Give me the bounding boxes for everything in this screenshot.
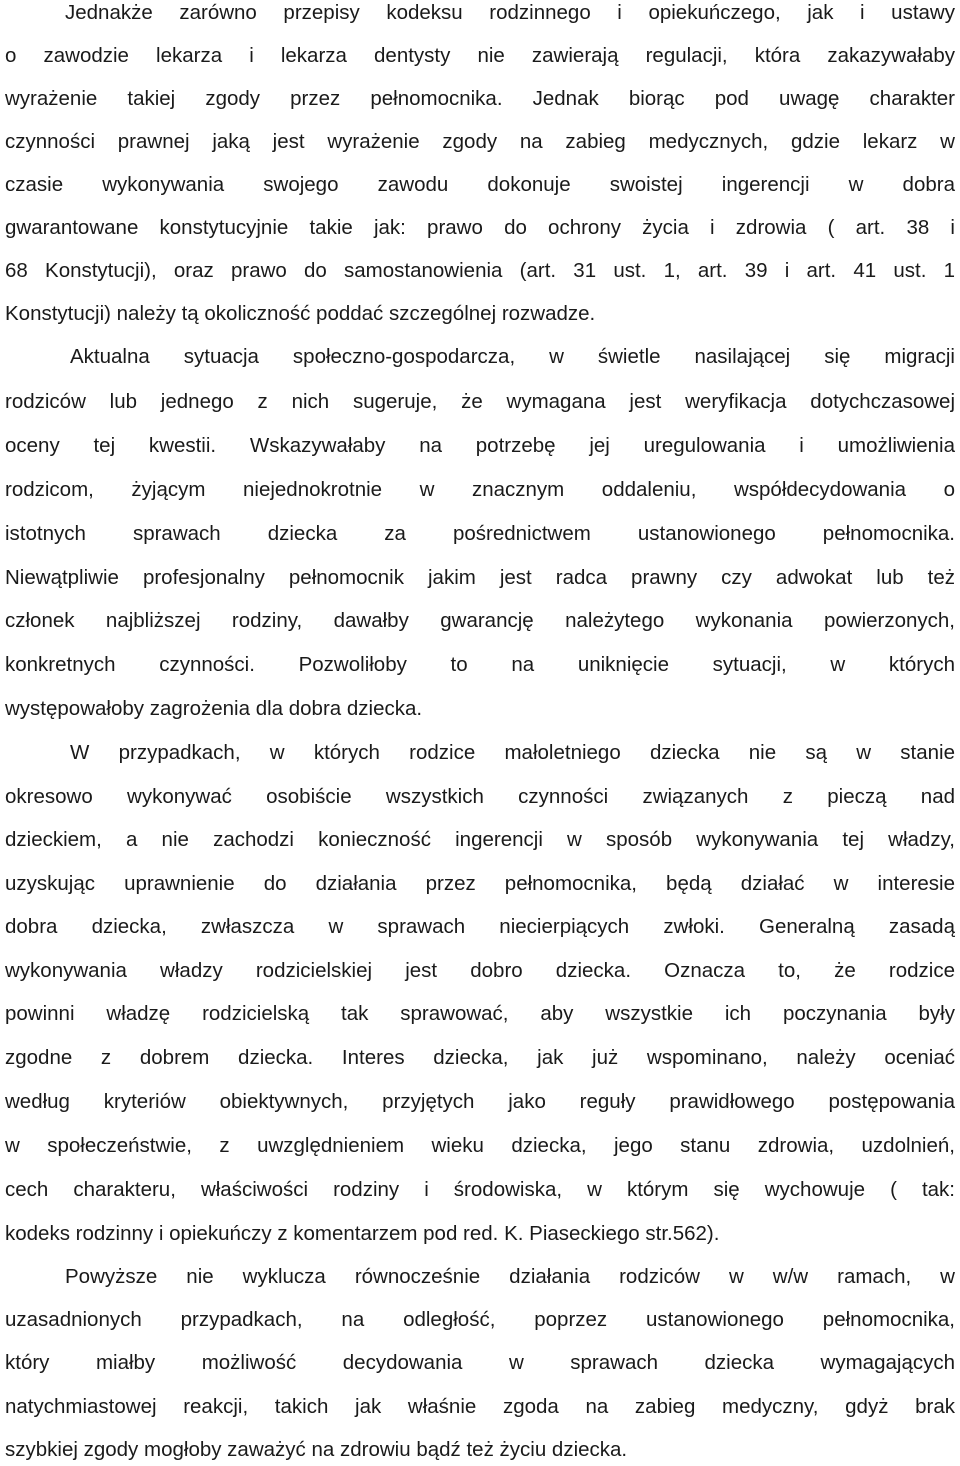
text-line: zgodne z dobrem dziecka. Interes dziecka, jak już wspominano, należy oceniać bbox=[5, 1046, 955, 1069]
text-line: oceny tej kwestii. Wskazywałaby na potrzebę jej uregulowania i umożliwienia bbox=[5, 434, 955, 457]
text-line: W przypadkach, w których rodzice małoletniego dziecka nie są w stanie bbox=[70, 741, 955, 764]
text-line: który miałby możliwość decydowania w sprawach dziecka wymagających bbox=[5, 1351, 955, 1374]
text-line: Powyższe nie wyklucza równocześnie działania rodziców w w/w ramach, w bbox=[65, 1265, 955, 1288]
text-line: Konstytucji) należy tą okoliczność poddać szczególnej rozwadze. bbox=[5, 302, 596, 325]
text-line: Aktualna sytuacja społeczno-gospodarcza, w świetle nasilającej się migracji bbox=[70, 345, 955, 368]
text-line: dzieckiem, a nie zachodzi konieczność ingerencji w sposób wykonywania tej władzy, bbox=[5, 828, 955, 851]
text-line: czynności prawnej jaką jest wyrażenie zgody na zabieg medycznych, gdzie lekarz w bbox=[5, 130, 955, 153]
text-line: rodziców lub jednego z nich sugeruje, że wymagana jest weryfikacja dotychczasowej bbox=[5, 390, 955, 413]
text-line: Jednakże zarówno przepisy kodeksu rodzinnego i opiekuńczego, jak i ustawy bbox=[65, 1, 955, 24]
text-line: natychmiastowej reakcji, takich jak właśnie zgoda na zabieg medyczny, gdyż brak bbox=[5, 1395, 955, 1418]
text-line: 68 Konstytucji), oraz prawo do samostanowienia (art. 31 ust. 1, art. 39 i art. 41 ust. 1 bbox=[5, 259, 955, 282]
text-line: uzyskując uprawnienie do działania przez pełnomocnika, będą działać w interesie bbox=[5, 872, 955, 895]
text-line: konkretnych czynności. Pozwoliłoby to na uniknięcie sytuacji, w których bbox=[5, 653, 955, 676]
text-line: czasie wykonywania swojego zawodu dokonuje swoistej ingerencji w dobra bbox=[5, 173, 955, 196]
text-line: szybkiej zgody mogłoby zaważyć na zdrowiu bądź też życiu dziecka. bbox=[5, 1438, 628, 1461]
text-line: okresowo wykonywać osobiście wszystkich czynności związanych z pieczą nad bbox=[5, 785, 955, 808]
text-line: o zawodzie lekarza i lekarza dentysty nie zawierają regulacji, która zakazywałaby bbox=[5, 44, 955, 67]
text-line: członek najbliższej rodziny, dawałby gwarancję należytego wykonania powierzonych, bbox=[5, 609, 955, 632]
text-line: kodeks rodzinny i opiekuńczy z komentarzem pod red. K. Piaseckiego str.562). bbox=[5, 1222, 720, 1245]
text-line: uzasadnionych przypadkach, na odległość, poprzez ustanowionego pełnomocnika, bbox=[5, 1308, 955, 1331]
text-line: powinni władzę rodzicielską tak sprawować, aby wszystkie ich poczynania były bbox=[5, 1002, 955, 1025]
text-line: cech charakteru, właściwości rodziny i środowiska, w którym się wychowuje ( tak: bbox=[5, 1178, 955, 1201]
text-line: w społeczeństwie, z uwzględnieniem wieku dziecka, jego stanu zdrowia, uzdolnień, bbox=[5, 1134, 955, 1157]
text-line: istotnych sprawach dziecka za pośrednictwem ustanowionego pełnomocnika. bbox=[5, 522, 955, 545]
text-line: występowałoby zagrożenia dla dobra dziecka. bbox=[5, 697, 423, 720]
text-line: gwarantowane konstytucyjnie takie jak: prawo do ochrony życia i zdrowia ( art. 38 i bbox=[5, 216, 955, 239]
text-line: rodzicom, żyjącym niejednokrotnie w znacznym oddaleniu, współdecydowania o bbox=[5, 478, 955, 501]
text-line: według kryteriów obiektywnych, przyjętych jako reguły prawidłowego postępowania bbox=[5, 1090, 955, 1113]
text-line: wykonywania władzy rodzicielskiej jest dobro dziecka. Oznacza to, że rodzice bbox=[5, 959, 955, 982]
text-line: dobra dziecka, zwłaszcza w sprawach niecierpiących zwłoki. Generalną zasadą bbox=[5, 915, 955, 938]
text-line: wyrażenie takiej zgody przez pełnomocnika. Jednak biorąc pod uwagę charakter bbox=[5, 87, 955, 110]
text-line: Niewątpliwie profesjonalny pełnomocnik jakim jest radca prawny czy adwokat lub też bbox=[5, 566, 955, 589]
